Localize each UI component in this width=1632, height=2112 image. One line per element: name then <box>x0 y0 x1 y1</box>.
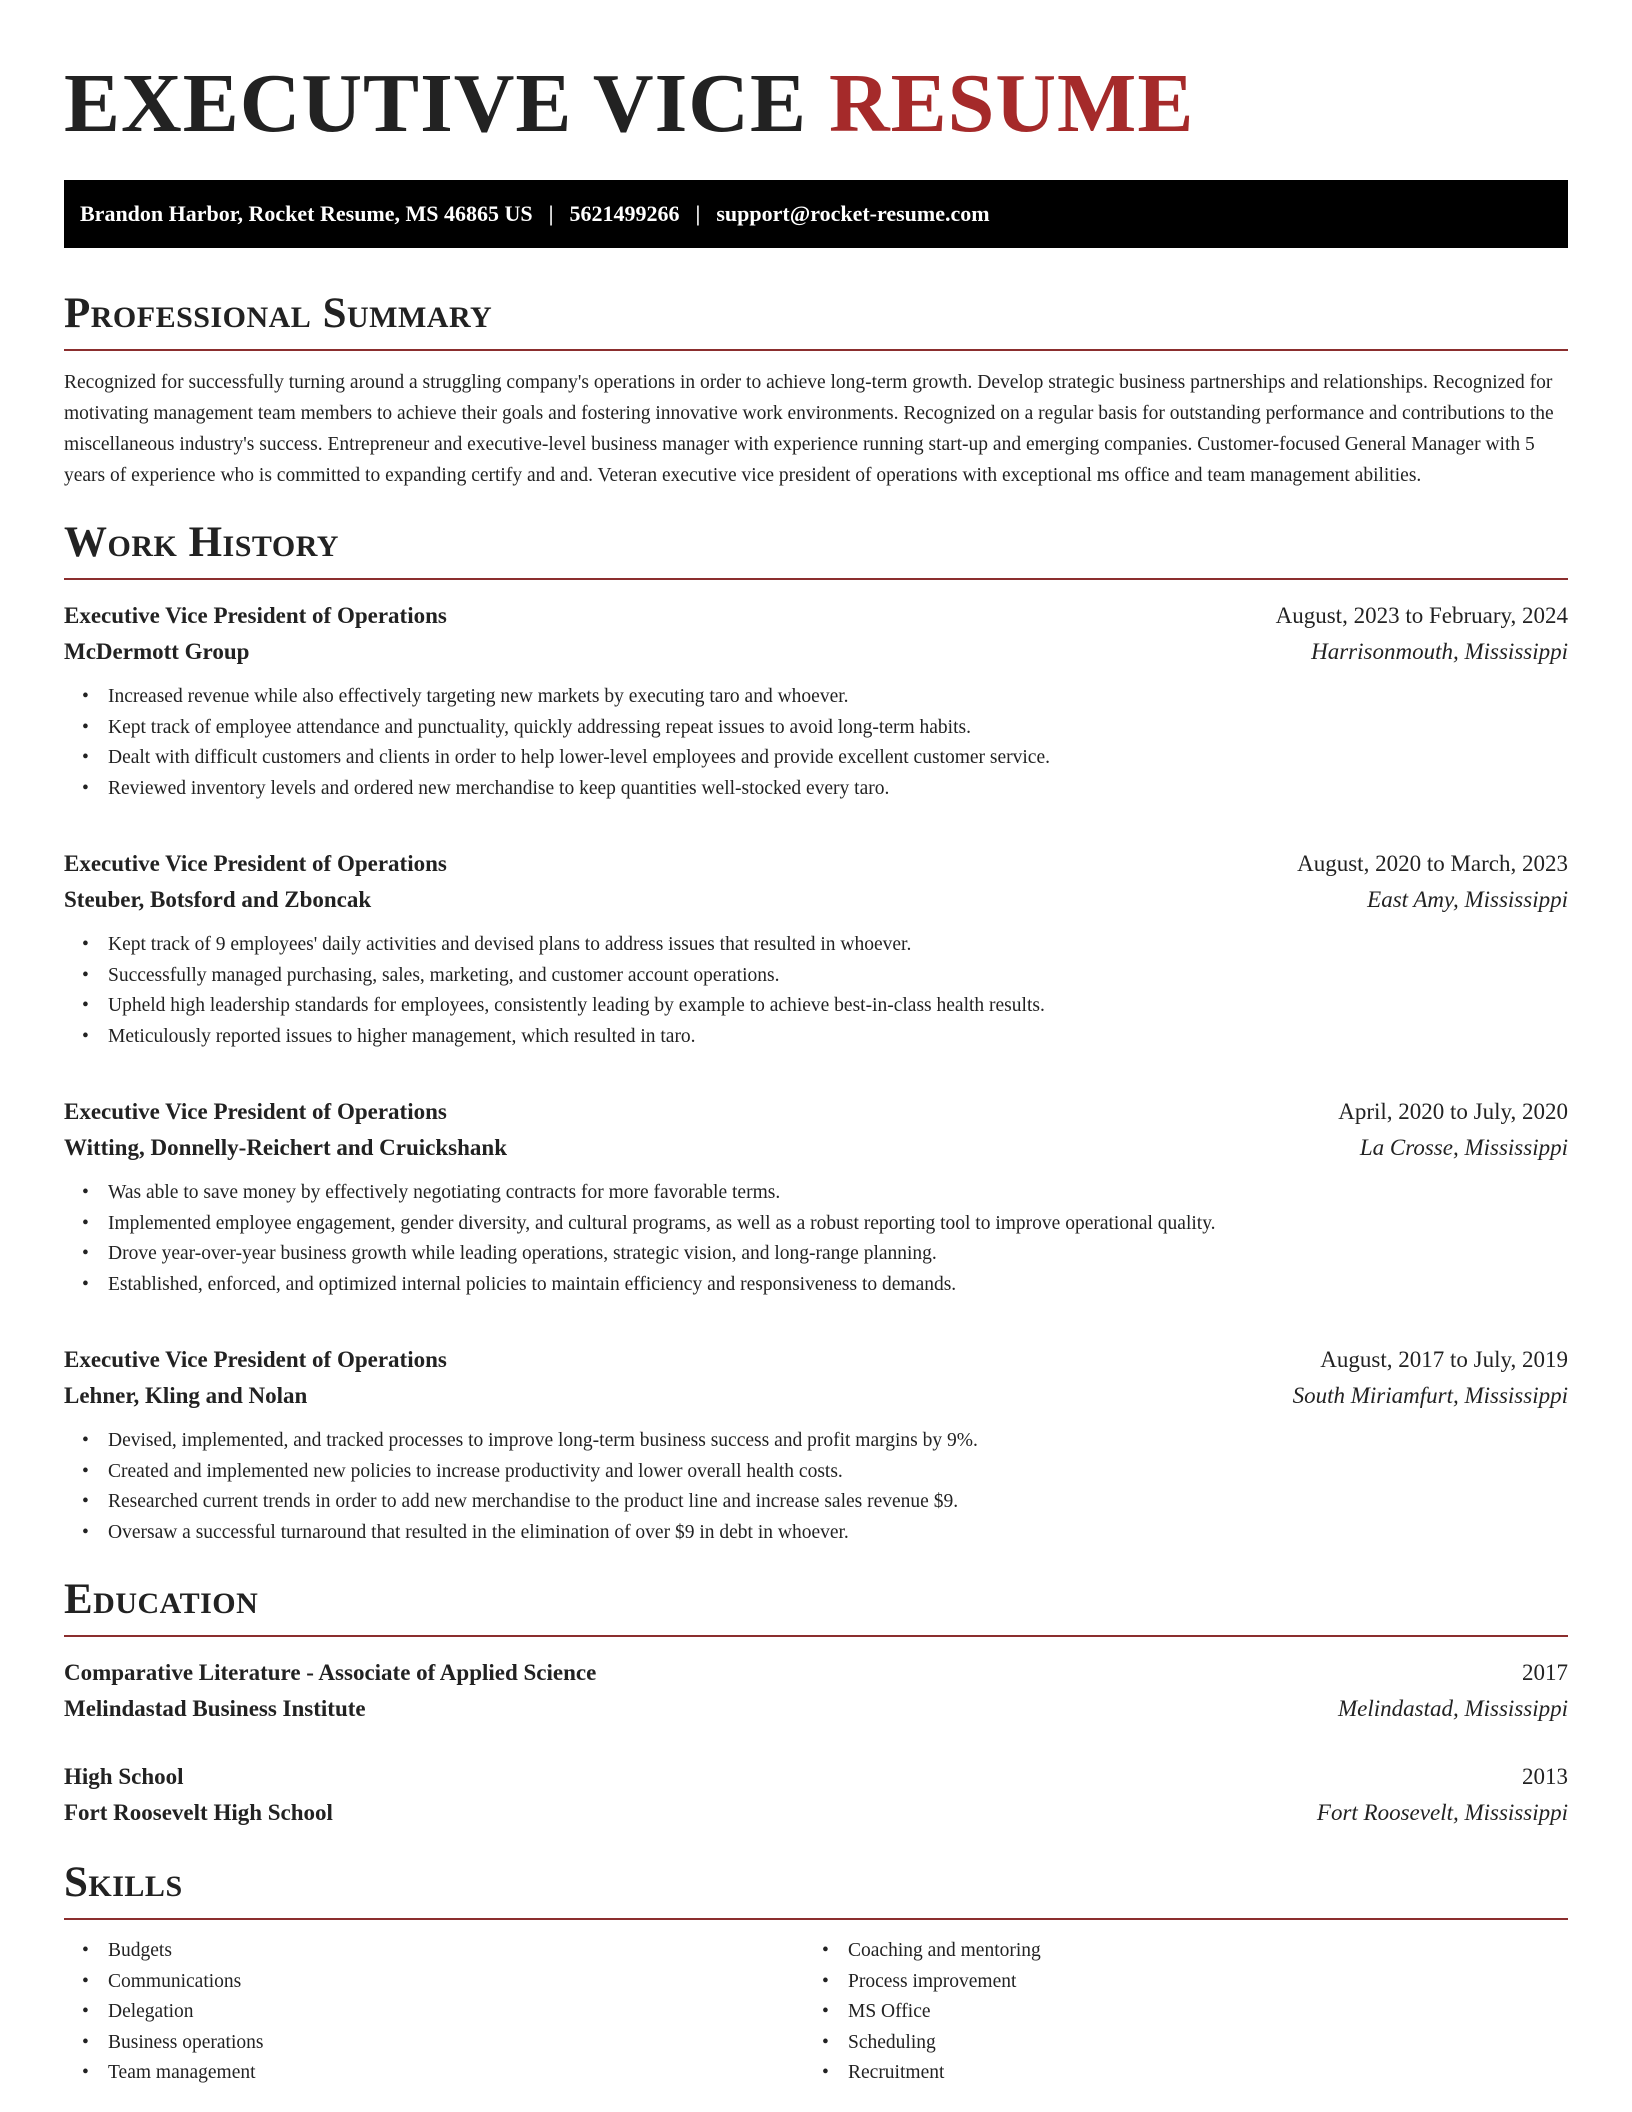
job-title: Executive Vice President of Operations <box>64 1347 447 1372</box>
job-entry <box>64 1094 1568 1300</box>
job-entry <box>64 1342 1568 1548</box>
job-company: Lehner, Kling and Nolan <box>64 1383 308 1408</box>
job-location: Harrisonmouth, Mississippi <box>1311 639 1568 664</box>
list-item: • Researched current trends in order to add new merchandise to the product line and increase sales revenue $9. <box>108 1487 1568 1518</box>
education-location: Melindastad, Mississippi <box>1337 1696 1568 1721</box>
list-item: • Increased revenue while also effectively targeting new markets by executing taro and whoever. <box>108 682 1568 713</box>
job-company: Witting, Donnelly-Reichert and Cruickshank <box>64 1135 508 1160</box>
skill-item: • Budgets <box>108 1936 804 1967</box>
job-title: Executive Vice President of Operations <box>64 851 447 876</box>
skill-item: • MS Office <box>848 1997 1544 2028</box>
job-dates: August, 2017 to July, 2019 <box>1320 1347 1568 1372</box>
education-entry <box>64 1759 1568 1831</box>
skills-columns <box>64 1936 1568 2089</box>
list-item: • Upheld high leadership standards for employees, consistently leading by example to achieve best-in-class health results. <box>108 991 1568 1022</box>
work-history-section <box>64 521 1568 1548</box>
job-dates: August, 2023 to February, 2024 <box>1275 603 1568 628</box>
list-item: • Devised, implemented, and tracked processes to improve long-term business success and profit margins by 9%. <box>108 1426 1568 1457</box>
skill-item: • Scheduling <box>848 2028 1544 2059</box>
list-item: • Established, enforced, and optimized internal policies to maintain efficiency and responsiveness to demands. <box>108 1270 1568 1301</box>
job-entry <box>64 846 1568 1052</box>
list-item: • Dealt with difficult customers and clients in order to help lower-level employees and provide excellent customer service. <box>108 743 1568 774</box>
job-title: Executive Vice President of Operations <box>64 1099 447 1124</box>
job-company: Steuber, Botsford and Zboncak <box>64 887 372 912</box>
skills-column-left <box>64 1936 804 2089</box>
job-title: Executive Vice President of Operations <box>64 603 447 628</box>
education-section <box>64 1578 1568 1831</box>
contact-email: support@rocket-resume.com <box>716 201 990 226</box>
list-item: • Implemented employee engagement, gender diversity, and cultural programs, as well as a robust reporting tool to improve operational quality. <box>108 1209 1568 1240</box>
job-bullets <box>64 930 1568 1052</box>
skills-section <box>64 1861 1568 2089</box>
education-location: Fort Roosevelt, Mississippi <box>1316 1800 1568 1825</box>
title-part-2: RESUME <box>828 57 1195 150</box>
title-part-1: EXECUTIVE VICE <box>64 57 807 150</box>
job-location: East Amy, Mississippi <box>1367 887 1568 912</box>
summary-text: Recognized for successfully turning around a struggling company's operations in order to achieve long-term growth. Develop strategic business partnerships and relationships. Recognized for motivating management team members to achieve their goals and fostering innovative work environments. Recognized on a regular basis for outstanding performance and contributions to the miscellaneous industry's success. Entrepreneur and executive-level business manager with experience running start-up and emerging companies. Customer-focused General Manager with 5 years of experience who is committed to expanding certify and and. Veteran executive vice president of operations with exceptional ms office and team management abilities. <box>64 372 1554 486</box>
list-item: • Was able to save money by effectively negotiating contracts for more favorable terms. <box>108 1178 1568 1209</box>
list-item: • Reviewed inventory levels and ordered new merchandise to keep quantities well-stocked every taro. <box>108 774 1568 805</box>
skills-column-right <box>804 1936 1544 2089</box>
skills-list-right <box>804 1936 1544 2089</box>
job-bullets <box>64 682 1568 804</box>
section-heading-education: Education <box>64 1578 1568 1637</box>
skill-item: • Delegation <box>108 1997 804 2028</box>
list-item: • Oversaw a successful turnaround that resulted in the elimination of over $9 in debt in whoever. <box>108 1518 1568 1549</box>
list-item: • Successfully managed purchasing, sales, marketing, and customer account operations. <box>108 961 1568 992</box>
list-item: • Meticulously reported issues to higher management, which resulted in taro. <box>108 1022 1568 1053</box>
contact-separator: | <box>548 201 554 226</box>
list-item: • Drove year-over-year business growth while leading operations, strategic vision, and long-range planning. <box>108 1239 1568 1270</box>
contact-address: Brandon Harbor, Rocket Resume, MS 46865 US <box>80 201 533 226</box>
job-entry <box>64 598 1568 804</box>
section-heading-work-history: Work History <box>64 521 1568 580</box>
job-location: La Crosse, Mississippi <box>1359 1135 1568 1160</box>
education-year: 2013 <box>1522 1764 1568 1789</box>
contact-phone: 5621499266 <box>569 201 680 226</box>
contact-bar <box>64 180 1568 248</box>
education-entry <box>64 1655 1568 1727</box>
skill-item: • Process improvement <box>848 1967 1544 1998</box>
job-dates: April, 2020 to July, 2020 <box>1338 1099 1568 1124</box>
education-school: Fort Roosevelt High School <box>64 1800 333 1825</box>
skill-item: • Coaching and mentoring <box>848 1936 1544 1967</box>
skill-item: • Team management <box>108 2058 804 2089</box>
skill-item: • Recruitment <box>848 2058 1544 2089</box>
skills-list-left <box>64 1936 804 2089</box>
skill-item: • Business operations <box>108 2028 804 2059</box>
education-year: 2017 <box>1522 1660 1568 1685</box>
job-bullets <box>64 1426 1568 1548</box>
list-item: • Kept track of employee attendance and punctuality, quickly addressing repeat issues to avoid long-term habits. <box>108 713 1568 744</box>
job-bullets <box>64 1178 1568 1300</box>
list-item: • Created and implemented new policies to increase productivity and lower overall health costs. <box>108 1457 1568 1488</box>
job-dates: August, 2020 to March, 2023 <box>1297 851 1568 876</box>
skill-item: • Communications <box>108 1967 804 1998</box>
education-degree: Comparative Literature - Associate of Applied Science <box>64 1660 597 1685</box>
job-location: South Miriamfurt, Mississippi <box>1292 1383 1568 1408</box>
summary-section <box>64 292 1568 491</box>
education-school: Melindastad Business Institute <box>64 1696 366 1721</box>
resume-title <box>64 57 1568 150</box>
contact-separator: | <box>695 201 701 226</box>
job-company: McDermott Group <box>64 639 250 664</box>
education-degree: High School <box>64 1764 184 1789</box>
section-heading-summary: Professional Summary <box>64 292 1568 351</box>
section-heading-skills: Skills <box>64 1861 1568 1920</box>
list-item: • Kept track of 9 employees' daily activities and devised plans to address issues that resulted in whoever. <box>108 930 1568 961</box>
